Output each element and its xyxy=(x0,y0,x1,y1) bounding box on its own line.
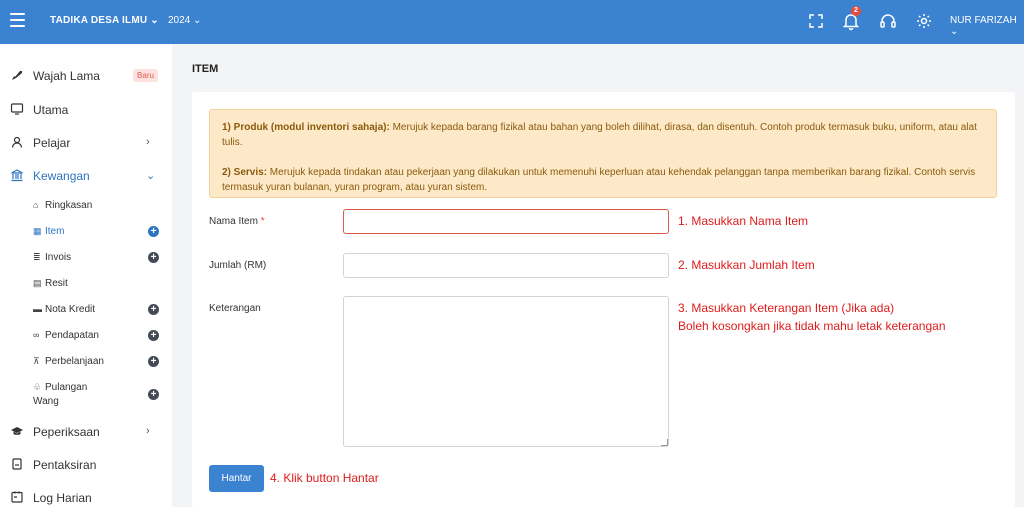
sidebar-subitem-perbelanjaan[interactable] xyxy=(0,355,172,369)
cart-icon: ⊼ xyxy=(33,356,40,366)
sidebar-subitem-item[interactable] xyxy=(0,225,172,239)
sidebar-item-pentaksiran[interactable] xyxy=(0,457,172,473)
sidebar-subitem-invois[interactable] xyxy=(0,251,172,265)
sidebar-subitem-resit[interactable] xyxy=(0,277,172,291)
sidebar-subitem-label: Nota Kredit xyxy=(45,304,96,315)
chevron-down-icon: ⌄ xyxy=(150,15,159,26)
alert-service-text: Merujuk kepada tindakan atau pekerjaan yang dilakukan untuk memenuhi keperluan atau kehendak pelanggan tanpa memberikan barang fizikal. Contoh servis termasuk yuran bulanan, yuran program, atau yuran sistem. xyxy=(222,167,976,193)
sidebar-subitem-label: Resit xyxy=(45,278,68,289)
headset-icon[interactable] xyxy=(878,11,898,31)
alert-service-heading: 2) Servis: xyxy=(222,167,268,178)
income-icon: ∞ xyxy=(33,330,40,340)
info-alert xyxy=(209,109,997,198)
item-name-label-text: Nama Item xyxy=(209,216,258,227)
sidebar-item-label: Pelajar xyxy=(33,136,71,150)
sidebar-subitem-pulangan-wang[interactable] xyxy=(0,381,172,409)
rocket-icon xyxy=(10,68,24,82)
bank-icon xyxy=(10,168,24,182)
clipboard-icon xyxy=(10,457,24,471)
sidebar-subitem-pendapatan[interactable] xyxy=(0,329,172,343)
calendar-log-icon xyxy=(10,490,24,504)
user-menu[interactable] xyxy=(950,15,1024,37)
sidebar-subitem-label: Ringkasan xyxy=(45,200,93,211)
sidebar-item-label: Pentaksiran xyxy=(33,458,97,472)
alert-product-text: Merujuk kepada barang fizikal atau bahan yang boleh dilihat, dirasa, dan disentuh. Contoh produk termasuk buku, uniform, atau alat tulis. xyxy=(222,122,977,148)
credit-card-icon: ▬ xyxy=(33,304,42,314)
sidebar-item-pelajar[interactable] xyxy=(0,135,172,151)
annotation-step-2: 2. Masukkan Jumlah Item xyxy=(678,258,815,272)
amount-label: Jumlah (RM) xyxy=(209,260,267,271)
annotation-step-4: 4. Klik button Hantar xyxy=(270,471,379,485)
monitor-icon xyxy=(10,102,24,116)
year-value: 2024 xyxy=(168,15,191,26)
add-item-icon[interactable]: + xyxy=(148,226,159,237)
add-expense-icon[interactable]: + xyxy=(148,356,159,367)
sidebar-item-label: Utama xyxy=(33,103,69,117)
chevron-right-icon: › xyxy=(146,136,150,148)
sidebar-item-kewangan[interactable] xyxy=(0,168,172,184)
amount-input[interactable] xyxy=(343,253,669,278)
required-mark: * xyxy=(260,216,265,227)
receipt-icon: ▤ xyxy=(33,278,42,288)
resize-handle-icon[interactable] xyxy=(661,439,668,446)
chevron-down-icon: ⌄ xyxy=(193,15,202,26)
description-textarea[interactable] xyxy=(343,296,669,447)
school-name: TADIKA DESA ILMU xyxy=(50,15,148,26)
description-label: Keterangan xyxy=(209,303,261,314)
add-invoice-icon[interactable]: + xyxy=(148,252,159,263)
item-name-input[interactable] xyxy=(343,209,669,234)
annotation-step-3: 3. Masukkan Keterangan Item (Jika ada) xyxy=(678,301,895,315)
submit-button[interactable]: Hantar xyxy=(209,465,264,492)
invoice-icon: ≣ xyxy=(33,252,41,262)
school-selector[interactable] xyxy=(50,15,159,26)
sidebar-subitem-label-line2: Wang xyxy=(33,396,59,407)
sidebar-subitem-label: Item xyxy=(45,226,65,237)
chevron-right-icon: › xyxy=(146,425,150,437)
year-selector[interactable] xyxy=(168,15,201,26)
sidebar-item-peperiksaan[interactable] xyxy=(0,424,172,440)
sidebar-subitem-label: Invois xyxy=(45,252,72,263)
add-refund-icon[interactable]: + xyxy=(148,389,159,400)
graduation-cap-icon xyxy=(10,424,24,438)
sidebar-subitem-label: Pendapatan xyxy=(45,330,99,341)
sidebar-item-label: Kewangan xyxy=(33,169,90,183)
item-name-label xyxy=(209,216,265,227)
notification-badge: 2 xyxy=(851,6,861,16)
refund-icon: ♧ xyxy=(33,382,42,392)
chevron-down-icon: ⌄ xyxy=(950,26,959,37)
add-credit-note-icon[interactable]: + xyxy=(148,304,159,315)
sidebar-subitem-label: Pulangan xyxy=(45,382,88,393)
sidebar-item-utama[interactable] xyxy=(0,102,172,118)
page-title: ITEM xyxy=(192,63,219,75)
alert-product-heading: 1) Produk (modul inventori sahaja): xyxy=(222,122,390,133)
sidebar-item-label: Peperiksaan xyxy=(33,425,100,439)
annotation-step-3-detail: Boleh kosongkan jika tidak mahu letak keterangan xyxy=(678,319,946,333)
add-income-icon[interactable]: + xyxy=(148,330,159,341)
hamburger-menu-icon[interactable] xyxy=(10,13,25,27)
user-icon xyxy=(10,135,24,149)
gear-icon[interactable] xyxy=(914,11,934,31)
summary-icon: ⌂ xyxy=(33,200,39,210)
new-badge: Baru xyxy=(133,69,158,82)
sidebar-subitem-label: Perbelanjaan xyxy=(45,356,104,367)
grid-icon: ▦ xyxy=(33,226,42,236)
sidebar-item-log-harian[interactable] xyxy=(0,490,172,506)
sidebar-item-label: Wajah Lama xyxy=(33,69,100,83)
fullscreen-icon[interactable] xyxy=(806,11,826,31)
sidebar-item-wajah-lama[interactable] xyxy=(0,68,172,84)
top-navbar xyxy=(0,0,1024,44)
sidebar-item-label: Log Harian xyxy=(33,491,92,505)
sidebar-subitem-ringkasan[interactable] xyxy=(0,199,172,213)
user-name: NUR FARIZAH xyxy=(950,15,1017,26)
annotation-step-1: 1. Masukkan Nama Item xyxy=(678,214,809,228)
sidebar-subitem-nota-kredit[interactable] xyxy=(0,303,172,317)
chevron-down-icon: ⌄ xyxy=(146,170,156,182)
